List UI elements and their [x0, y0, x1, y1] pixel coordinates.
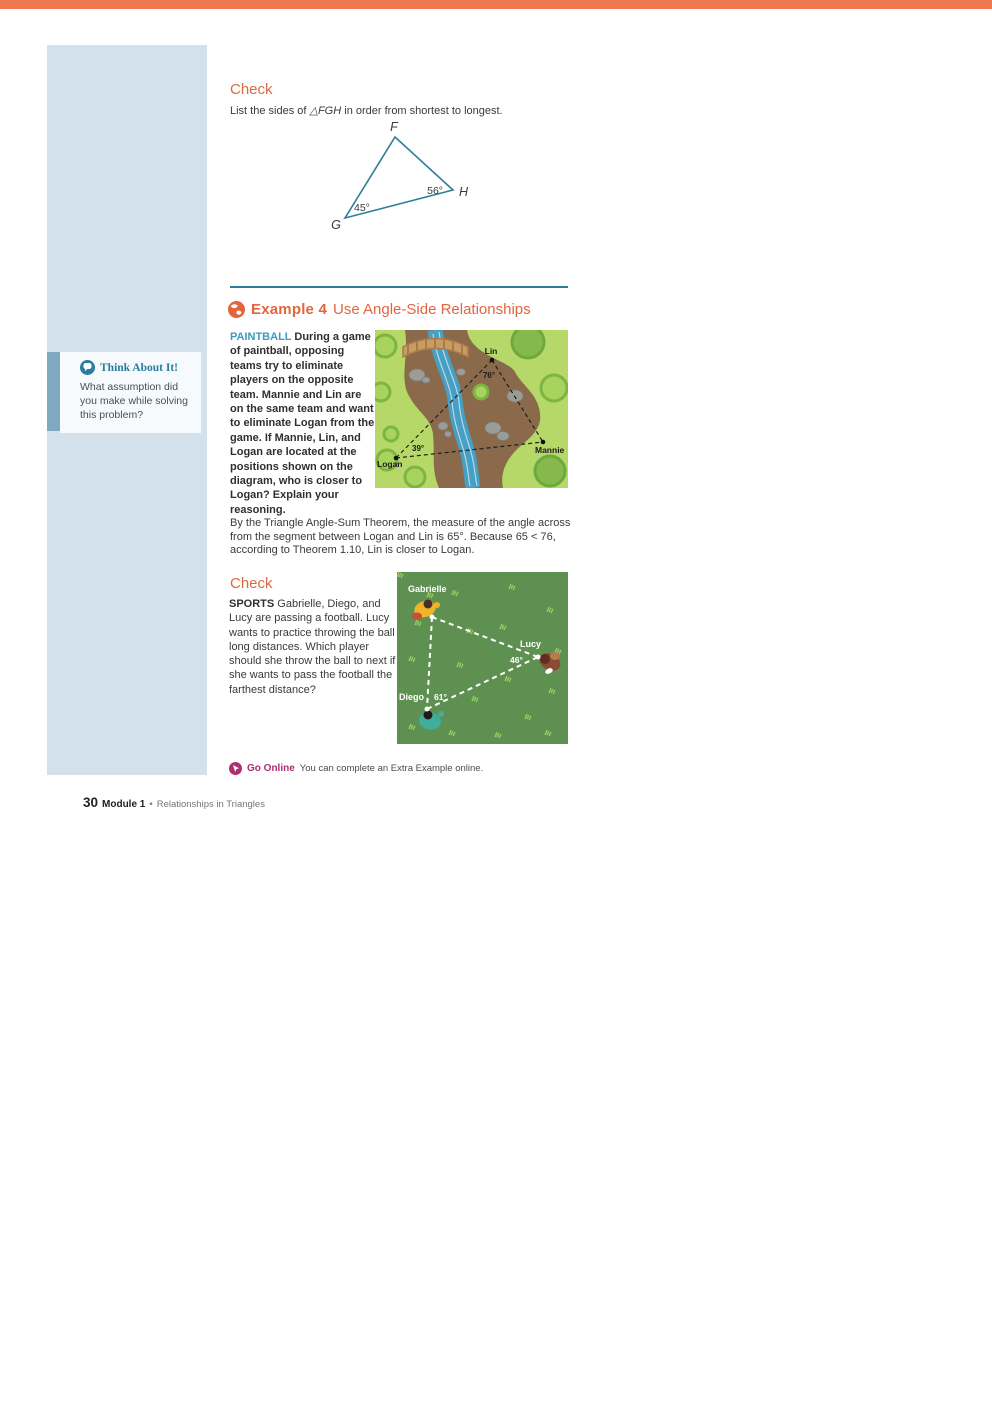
go-online-text: You can complete an Extra Example online.: [299, 763, 484, 774]
triangle-fgh-diagram: [230, 119, 570, 234]
module-label: Module 1: [102, 799, 146, 810]
logan-label: Logan: [377, 459, 403, 469]
go-online-label[interactable]: Go Online: [247, 763, 295, 774]
triangle-name: △FGH: [309, 105, 342, 117]
paintball-tag: PAINTBALL: [230, 331, 292, 343]
speech-bubble-icon: [80, 360, 95, 375]
diego-angle-label: 61°: [434, 692, 447, 702]
example4-label: Example 4: [251, 301, 328, 318]
think-box-accent-bar: [47, 352, 60, 431]
module-title: Relationships in Triangles: [156, 799, 265, 810]
angle-h-label: 56°: [427, 185, 443, 197]
check-heading-1: Check: [230, 81, 273, 98]
page-footer: [83, 795, 265, 810]
solution-paragraph: By the Triangle Angle-Sum Theorem, the measure of the angle across from the segment between Logan and Lin is 65°. Because 65 < 76, according to Theorem 1.10, Lin is closer to Logan.: [230, 517, 571, 556]
globe-icon: [228, 301, 245, 318]
mannie-label: Mannie: [535, 445, 565, 455]
prompt-suffix: in order from shortest to longest.: [341, 105, 503, 117]
page-number: 30: [83, 795, 99, 810]
vertex-g-label: G: [331, 218, 341, 232]
paintball-map-diagram: [375, 330, 568, 488]
paintball-problem-text: During a game of paintball, opposing teams try to eliminate players on the opposite team. Mannie and Lin are on the same team and want to eliminate Logan from the game. If Mannie, Lin, and Logan are located at the positions shown on the diagram, who is closer to Logan? Explain your reasoning.: [230, 331, 375, 516]
go-online-row[interactable]: [229, 762, 483, 775]
think-about-it-box: [60, 352, 201, 433]
football-field-diagram: [397, 572, 568, 744]
check-heading-2: Check: [230, 575, 273, 592]
go-online-icon: [229, 762, 242, 775]
angle-g-label: 45°: [354, 202, 370, 214]
diego-label: Diego: [399, 692, 425, 702]
think-about-it-title: Think About It!: [100, 361, 178, 374]
lin-label: Lin: [484, 346, 498, 356]
vertex-f-label: F: [390, 120, 398, 134]
gabrielle-label: Gabrielle: [408, 584, 447, 594]
lin-angle-label: 76°: [482, 371, 496, 380]
think-about-it-body: What assumption did you make while solving this problem?: [80, 381, 188, 422]
example4-title: Use Angle-Side Relationships: [333, 301, 531, 318]
example4-header: [228, 301, 531, 318]
prompt-prefix: List the sides of: [230, 105, 310, 117]
vertex-h-label: H: [459, 185, 469, 199]
check1-prompt: [230, 104, 503, 117]
sports-tag: SPORTS: [229, 598, 275, 610]
lucy-angle-label: 46°: [510, 655, 523, 665]
lucy-label: Lucy: [520, 639, 542, 649]
section-divider: [230, 286, 568, 288]
footer-separator: •: [149, 799, 153, 810]
logan-angle-label: 39°: [412, 444, 425, 453]
paintball-problem: [230, 330, 376, 517]
sports-problem: [229, 597, 400, 697]
sports-problem-text: Gabrielle, Diego, and Lucy are passing a football. Lucy wants to practice throwing the ball long distances. Which player should she throw the ball to next if she wants to pass the football the farthest distance?: [229, 598, 396, 696]
page-top-accent-bar: [0, 0, 992, 9]
